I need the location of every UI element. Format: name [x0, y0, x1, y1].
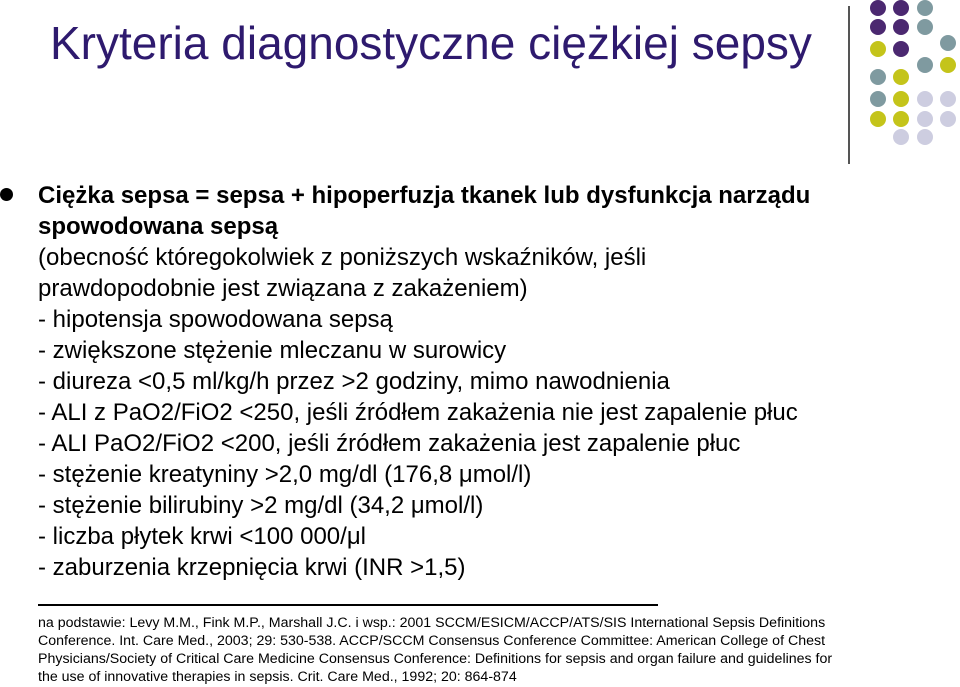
- criteria-heading-line: Ciężka sepsa = sepsa + hipoperfuzja tkanek lub dysfunkcja narządu: [38, 182, 811, 209]
- footnote-divider: [38, 604, 658, 606]
- decor-dot-icon: [870, 111, 886, 127]
- decor-dot-icon: [940, 111, 956, 127]
- criteria-line: - hipotensja spowodowana sepsą: [38, 306, 393, 333]
- decor-dot-icon: [893, 19, 909, 35]
- slide-title: Kryteria diagnostyczne ciężkiej sepsy: [50, 17, 812, 69]
- criteria-line: (obecność któregokolwiek z poniższych wskaźników, jeśli: [38, 244, 647, 271]
- footnote-line: Conference. Int. Care Med., 2003; 29: 530-538. ACCP/SCCM Consensus Conference Committee: American College of Chest: [38, 633, 826, 649]
- decor-dot-icon: [917, 111, 933, 127]
- footnote-reference: [38, 614, 958, 686]
- bullet-dot-icon: [0, 188, 13, 201]
- decor-dot-icon: [917, 19, 933, 35]
- criteria-line: - stężenie kreatyniny >2,0 mg/dl (176,8 μmol/l): [38, 461, 532, 488]
- decor-dot-icon: [893, 69, 909, 85]
- decor-dot-icon: [893, 91, 909, 107]
- decor-dot-icon: [940, 35, 956, 51]
- decorative-dot-grid: [866, 0, 960, 150]
- footnote-line: Physicians/Society of Critical Care Medicine Consensus Conference: Definitions for sepsis and organ failure and guidelines for: [38, 651, 833, 667]
- criteria-line: - stężenie bilirubiny >2 mg/dl (34,2 μmol/l): [38, 492, 484, 519]
- decor-dot-icon: [893, 111, 909, 127]
- decor-dot-icon: [870, 91, 886, 107]
- criteria-content: [38, 180, 950, 583]
- criteria-line: - liczba płytek krwi <100 000/μl: [38, 523, 366, 550]
- decor-dot-icon: [870, 0, 886, 16]
- decor-dot-icon: [893, 0, 909, 16]
- footnote-line: na podstawie: Levy M.M., Fink M.P., Marshall J.C. i wsp.: 2001 SCCM/ESICM/ACCP/ATS/SIS International Sepsis Definitions: [38, 615, 826, 631]
- criteria-line: - diureza <0,5 ml/kg/h przez >2 godziny, mimo nawodnienia: [38, 368, 670, 395]
- criteria-line: prawdopodobnie jest związana z zakażeniem): [38, 275, 528, 302]
- criteria-line: - ALI PaO2/FiO2 <200, jeśli źródłem zakażenia jest zapalenie płuc: [38, 430, 741, 457]
- criteria-line: - zaburzenia krzepnięcia krwi (INR >1,5): [38, 554, 466, 581]
- decor-dot-icon: [940, 57, 956, 73]
- decor-dot-icon: [917, 0, 933, 16]
- criteria-line: - zwiększone stężenie mleczanu w surowicy: [38, 337, 507, 364]
- decor-dot-icon: [870, 69, 886, 85]
- criteria-line: - ALI z PaO2/FiO2 <250, jeśli źródłem zakażenia nie jest zapalenie płuc: [38, 399, 798, 426]
- footnote-line: the use of innovative therapies in sepsis. Crit. Care Med., 1992; 20: 864-874: [38, 669, 517, 685]
- decor-dot-icon: [940, 91, 956, 107]
- decor-dot-icon: [917, 91, 933, 107]
- decor-dot-icon: [893, 41, 909, 57]
- decor-dot-icon: [870, 41, 886, 57]
- title-divider-line: [848, 6, 850, 164]
- decor-dot-icon: [893, 129, 909, 145]
- decor-dot-icon: [917, 57, 933, 73]
- criteria-heading-line: spowodowana sepsą: [38, 213, 279, 240]
- decor-dot-icon: [917, 129, 933, 145]
- decor-dot-icon: [870, 19, 886, 35]
